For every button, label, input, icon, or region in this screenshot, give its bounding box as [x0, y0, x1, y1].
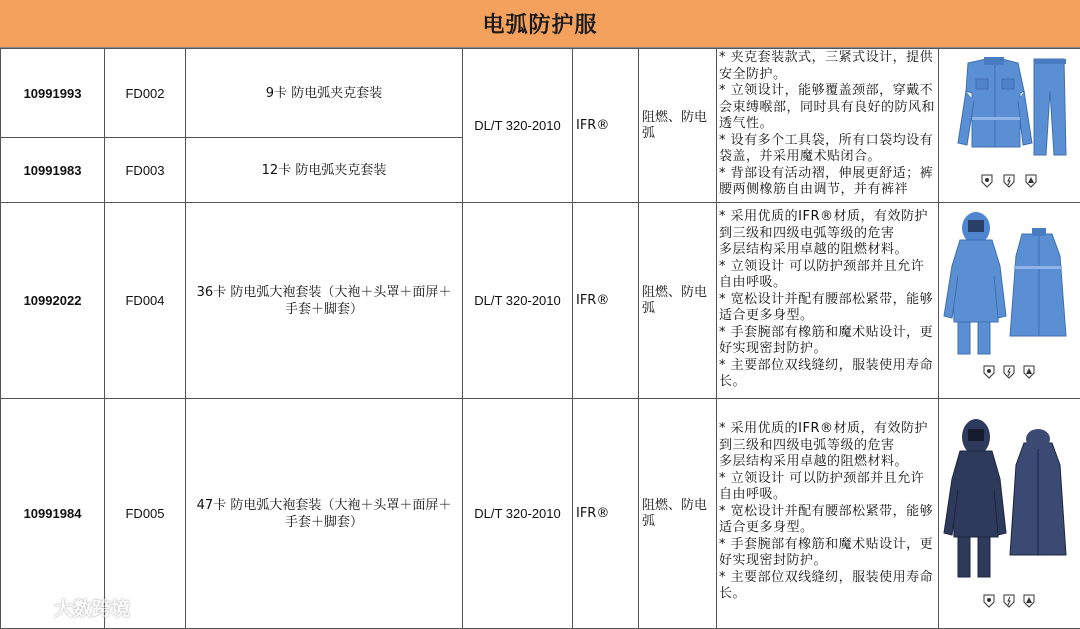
page-title: 电弧防护服 — [482, 8, 597, 39]
product-model: FD004 — [105, 203, 186, 399]
product-standard: DL/T 320-2010 — [463, 203, 573, 399]
product-features: * 夹克套装款式，三紧式设计，提供安全防护。 * 立领设计，能够覆盖颈部，穿戴不会束缚喉部，同时具有良好的防风和透气性。 * 设有多个工具袋，所有口袋均设有袋盖，并采用魔术贴闭合。 * 背部设有活动褶，伸展更舒适；裤腰两侧橡筋自由调节，并有裤袢 — [719, 50, 935, 200]
product-image-robe-blue — [939, 203, 1080, 399]
flame-shield-icon — [984, 595, 994, 607]
product-image-jacket — [939, 49, 1080, 203]
warning-shield-icon — [1024, 366, 1034, 378]
navy-robe-suit-image — [940, 409, 1080, 619]
product-code: 10991984 — [1, 399, 105, 629]
table-row — [1, 49, 1080, 138]
product-image-robe-navy — [939, 399, 1080, 629]
product-code: 10991983 — [1, 138, 105, 203]
product-code: 10992022 — [1, 203, 105, 399]
product-features: * 采用优质的IFR®材质，有效防护到三级和四级电弧等级的危害 多层结构采用卓越的阻燃材料。 * 立领设计 可以防护颈部并且允许自由呼吸。 * 宽松设计并配有腰部松紧带，能够适合更多身型。 * 手套腕部有橡筋和魔术贴设计，更好实现密封防护。 * 主要部位双线缝纫，服装使用寿命长。 — [717, 399, 939, 629]
product-material: IFR® — [573, 399, 639, 629]
table-row — [1, 203, 1080, 399]
product-standard: DL/T 320-2010 — [463, 399, 573, 629]
jacket-suit-image — [940, 51, 1080, 201]
product-function: 阻燃、防电弧 — [639, 203, 717, 399]
product-table — [0, 48, 1080, 629]
warning-shield-icon — [1026, 175, 1036, 187]
arc-shield-icon — [1004, 595, 1014, 607]
product-material: IFR® — [573, 49, 639, 203]
product-code: 10991993 — [1, 49, 105, 138]
title-bar — [0, 0, 1080, 48]
product-name: 47卡 防电弧大袍套装（大袍＋头罩＋面屏＋手套＋脚套） — [186, 399, 463, 629]
product-name: 9卡 防电弧夹克套装 — [186, 49, 463, 138]
product-model: FD002 — [105, 49, 186, 138]
flame-shield-icon — [982, 175, 992, 187]
watermark — [8, 594, 130, 621]
warning-shield-icon — [1024, 595, 1034, 607]
product-model: FD005 — [105, 399, 186, 629]
table-row — [1, 399, 1080, 629]
arc-shield-icon — [1004, 366, 1014, 378]
product-material: IFR® — [573, 203, 639, 399]
product-model: FD003 — [105, 138, 186, 203]
product-name: 12卡 防电弧夹克套装 — [186, 138, 463, 203]
watermark-logo-icon — [8, 597, 50, 619]
product-name: 36卡 防电弧大袍套装（大袍＋头罩＋面屏＋手套＋脚套） — [186, 203, 463, 399]
watermark-text: 大数跨境 — [54, 594, 130, 621]
product-features: * 采用优质的IFR®材质，有效防护到三级和四级电弧等级的危害 多层结构采用卓越的阻燃材料。 * 立领设计 可以防护颈部并且允许自由呼吸。 * 宽松设计并配有腰部松紧带，能够适合更多身型。 * 手套腕部有橡筋和魔术贴设计，更好实现密封防护。 * 主要部位双线缝纫，服装使用寿命长。 — [717, 203, 939, 399]
flame-shield-icon — [984, 366, 994, 378]
product-function: 阻燃、防电弧 — [639, 399, 717, 629]
blue-robe-suit-image — [940, 206, 1080, 396]
product-standard: DL/T 320-2010 — [463, 49, 573, 203]
product-function: 阻燃、防电弧 — [639, 49, 717, 203]
arc-shield-icon — [1004, 175, 1014, 187]
